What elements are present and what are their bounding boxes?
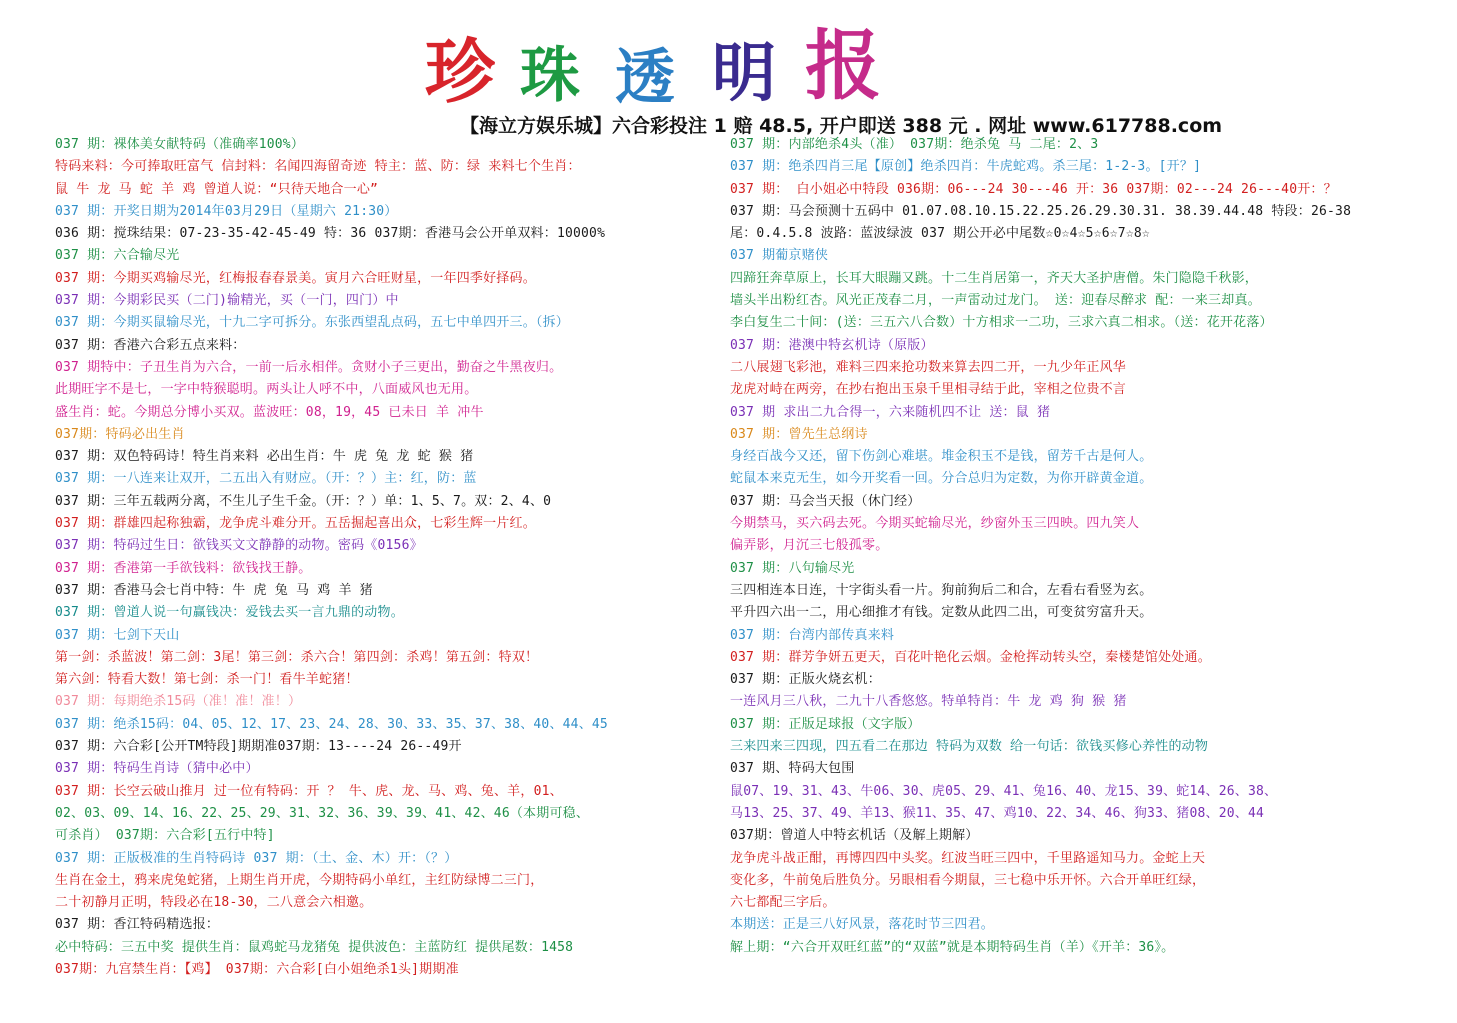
text-line: 一连风月三八秋，二九十八香悠悠。特单特肖：牛 龙 鸡 狗 猴 猪 <box>730 694 1127 710</box>
left-column <box>55 134 695 981</box>
text-line: 二十初静月正明，特段必在18-30，二八意会六相邀。 <box>55 895 373 911</box>
text-line: 037 期、特码大包围 <box>730 761 855 777</box>
text-line: 037 期：香港马会七肖中特：牛 虎 兔 马 鸡 羊 猪 <box>55 582 373 598</box>
text-line: 037 期：六合输尽光 <box>55 248 180 264</box>
text-line: 037期：九宫禁生肖：【鸡】 037期：六合彩[白小姐绝杀1头]期期准 <box>55 961 459 977</box>
text-line: 037 期：六合彩[公开TM特段]期期准037期：13----24 26--49开 <box>55 739 462 755</box>
text-line: 今期禁马，买六码去死。今期买蛇输尽光，纱窗外玉三四映。四九笑人 <box>730 516 1140 532</box>
text-line: 037 期特中：子丑生肖为六合，一前一后永相伴。贪财小子三更出，勤奋之牛黑夜归。 <box>55 359 563 375</box>
text-line: 02、03、09、14、16、22、25、29、31、32、36、39、39、41、42、46（本期可稳、 <box>55 805 590 821</box>
text-line: 037 期：特码过生日：欲钱买文文静静的动物。密码《0156》 <box>55 538 423 554</box>
title-char: 珠 <box>520 41 580 111</box>
text-line: 墙头半出粉红杏。风光正茂春二月，一声雷动过龙门。 送：迎春尽醉求 配：一来三却真。 <box>730 293 1261 309</box>
text-line: 身经百战今又还，留下伤剑心难堪。堆金积玉不是钱，留芳千古是何人。 <box>730 449 1153 465</box>
text-line: 037 期：七剑下天山 <box>55 627 180 643</box>
text-line: 037 期：三年五载两分离，不生儿子生千金。（开：？）单：1、5、7。双：2、4、0 <box>55 493 552 509</box>
text-line: 可杀肖） 037期：六合彩[五行中特] <box>55 828 275 844</box>
text-line: 037 期：双色特码诗！特生肖来料 必出生肖：牛 虎 兔 龙 蛇 猴 猪 <box>55 449 474 465</box>
text-line: 第一剑：杀蓝波！第二剑：3尾！第三剑：杀六合！第四剑：杀鸡！第五剑：特双！ <box>55 649 539 665</box>
text-line: 037 期 求出二九合得一，六来随机四不让 送：鼠 猪 <box>730 404 1051 420</box>
text-line: 037 期： 白小姐必中特段 036期：06---24 30---46 开：36 037期：02---24 26---40开：？ <box>730 181 1337 197</box>
text-line: 变化多，牛前兔后胜负分。另眼相看今期鼠，三七稳中乐开怀。六合开单旺红绿， <box>730 872 1206 888</box>
text-line: 037 期：开奖日期为2014年03月29日（星期六 21:30） <box>55 203 398 219</box>
text-line: 037期：曾道人中特玄机话（及解上期解） <box>730 828 979 844</box>
text-line: 特码来料：今可捧取旺富气 信封料：名闻四海留奇迹 特主：蓝、防：绿 来料七个生肖： <box>55 159 581 175</box>
text-line: 037 期：一八连来让双开，二五出入有财应。（开：？）主：红，防：蓝 <box>55 471 477 487</box>
text-line: 037 期：群芳争妍五更天，百花叶艳化云烟。金枪挥动转头空，秦楼楚馆处处通。 <box>730 649 1211 665</box>
title-char: 报 <box>805 21 881 110</box>
text-line: 037 期：特码生肖诗（猜中必中） <box>55 761 259 777</box>
text-line: 必中特码：三五中奖 提供生肖：鼠鸡蛇马龙猪兔 提供波色：主蓝防红 提供尾数：1458 <box>55 939 574 955</box>
title-char: 透 <box>615 43 675 113</box>
right-column <box>730 134 1430 959</box>
text-line: 盛生肖：蛇。今期总分博小买双。蓝波旺：08，19，45 已未日 羊 冲牛 <box>55 404 484 420</box>
text-line: 尾：0.4.5.8 波路：蓝波绿波 037 期公开必中尾数☆0☆4☆5☆6☆7☆8☆ <box>730 226 1150 242</box>
text-line: 037 期：正版极准的生肖特码诗 037 期：（土、金、木）开：（？） <box>55 850 458 866</box>
text-line: 037 期：正版足球报（文字版） <box>730 716 921 732</box>
text-line: 三四相连本日连，十字街头看一片。狗前狗后二和合，左看右看竖为玄。 <box>730 582 1153 598</box>
text-line: 解上期：“六合开双旺红蓝”的“双蓝”就是本期特码生肖（羊）《开羊：36》。 <box>730 939 1175 955</box>
text-line: 037 期：绝杀四肖三尾【原创】绝杀四肖：牛虎蛇鸡。杀三尾：1-2-3。[开？] <box>730 159 1202 175</box>
text-line: 037 期葡京赌侠 <box>730 248 829 264</box>
text-line: 本期送：正是三八好风景，落花时节三四君。 <box>730 917 995 933</box>
text-line: 马13、25、37、49、羊13、猴11、35、47、鸡10、22、34、46、狗33、猪08、20、44 <box>730 805 1265 821</box>
text-line: 037 期：马会预测十五码中 01.07.08.10.15.22.25.26.29.30.31. 38.39.44.48 特段：26-38 <box>730 203 1352 219</box>
text-line: 037期：特码必出生肖 <box>55 426 185 442</box>
text-line: 037 期：长空云破山推月 过一位有特码：开 ？ 牛、虎、龙、马、鸡、兔、羊，01、 <box>55 783 563 799</box>
text-line: 037 期：香江特码精选报： <box>55 917 220 933</box>
text-line: 037 期：每期绝杀15码（准！准！准！） <box>55 694 302 710</box>
text-line: 六七都配三字后。 <box>730 895 836 911</box>
text-line: 037 期：正版火烧玄机： <box>730 672 881 688</box>
text-line: 037 期：曾道人说一句赢钱决：爱钱去买一言九鼎的动物。 <box>55 605 404 621</box>
text-line: 生肖在金土，鸦来虎兔蛇猪，上期生肖开虎，今期特码小单红，主红防绿博二三门， <box>55 872 544 888</box>
text-line: 036 期：搅珠结果：07-23-35-42-45-49 特：36 037期：香港马会公开单双料：10000% <box>55 226 606 242</box>
text-line: 037 期：内部绝杀4头（准） 037期：绝杀兔 马 二尾：2、3 <box>730 137 1099 152</box>
text-line: 第六剑：特看大数！第七剑：杀一门！看牛羊蛇猪！ <box>55 672 359 688</box>
text-line: 037 期：台湾内部传真来料 <box>730 627 895 643</box>
text-line: 037 期：今期彩民买（二门)输精光，买（一门，四门）中 <box>55 293 399 309</box>
text-line: 鼠07、19、31、43、牛06、30、虎05、29、41、兔16、40、龙15、39、蛇14、26、38、 <box>730 783 1278 799</box>
text-line: 037 期：八句输尽光 <box>730 560 855 576</box>
title-char: 珍 <box>425 30 495 113</box>
newspaper-title <box>0 21 1457 113</box>
text-line: 蛇鼠本来克无生，如今开奖看一回。分合总归为定数，为你开辟黄金道。 <box>730 471 1153 487</box>
text-line: 平升四六出一二，用心细推才有钱。定数从此四二出，可变贫穷富升天。 <box>730 605 1153 621</box>
text-line: 037 期：今期买鼠输尽光，十九二字可拆分。东张西望乱点码，五七中单四开三。（拆） <box>55 315 570 331</box>
text-line: 偏弄影，月沉三七般孤零。 <box>730 538 889 554</box>
text-line: 037 期：香港六合彩五点来料： <box>55 337 246 353</box>
text-line: 037 期：香港第一手欲钱料：欲钱找王静。 <box>55 560 312 576</box>
text-line: 037 期：港澳中特玄机诗（原版） <box>730 337 934 353</box>
text-line: 李白复生二十间：(送：三五六八合数）十方相求一二功，三求六真二相求。（送：花开花落） <box>730 315 1273 331</box>
text-line: 鼠 牛 龙 马 蛇 羊 鸡 曾道人说：“只待天地合一心” <box>55 181 379 197</box>
text-line: 三来四来三四现，四五看二在那边 特码为双数 给一句话：欲钱买修心养性的动物 <box>730 739 1209 755</box>
subtitle-banner: 【海立方娱乐城】六合彩投注 1 赔 48.5, 开户即送 388 元 . 网址 www.617788.com <box>460 115 1223 137</box>
title-char: 明 <box>712 36 776 111</box>
text-line: 四蹄狂奔草原上，长耳大眼蹦又跳。十二生肖居第一，齐天大圣护唐僧。朱门隐隐千秋影， <box>730 270 1259 286</box>
text-line: 037 期：马会当天报（休门经） <box>730 493 921 509</box>
text-line: 037 期：曾先生总纲诗 <box>730 426 868 442</box>
text-line: 龙争虎斗战正酣，再博四四中头奖。红波当旺三四中，千里路遥知马力。金蛇上天 <box>730 850 1206 866</box>
text-line: 037 期：群雄四起称独霸，龙争虎斗难分开。五岳掘起喜出众，七彩生辉一片红。 <box>55 516 536 532</box>
text-line: 037 期：今期买鸡输尽光，红梅报春春景美。寅月六合旺财星，一年四季好择码。 <box>55 270 536 286</box>
text-line: 龙虎对峙在两旁，在抄右抱出玉泉千里相寻结于此，宰相之位贵不言 <box>730 382 1127 398</box>
text-line: 037 期：裸体美女献特码（准确率100%） <box>55 137 305 152</box>
text-line: 037 期：绝杀15码：04、05、12、17、23、24、28、30、33、35、37、38、40、44、45 <box>55 716 608 732</box>
text-line: 此期旺字不是七，一字中特猴聪明。两头让人呼不中，八面威风也无用。 <box>55 382 478 398</box>
text-line: 二八展翅飞彩池，难料三四来抢功数来算去四二开，一九少年正风华 <box>730 359 1127 375</box>
